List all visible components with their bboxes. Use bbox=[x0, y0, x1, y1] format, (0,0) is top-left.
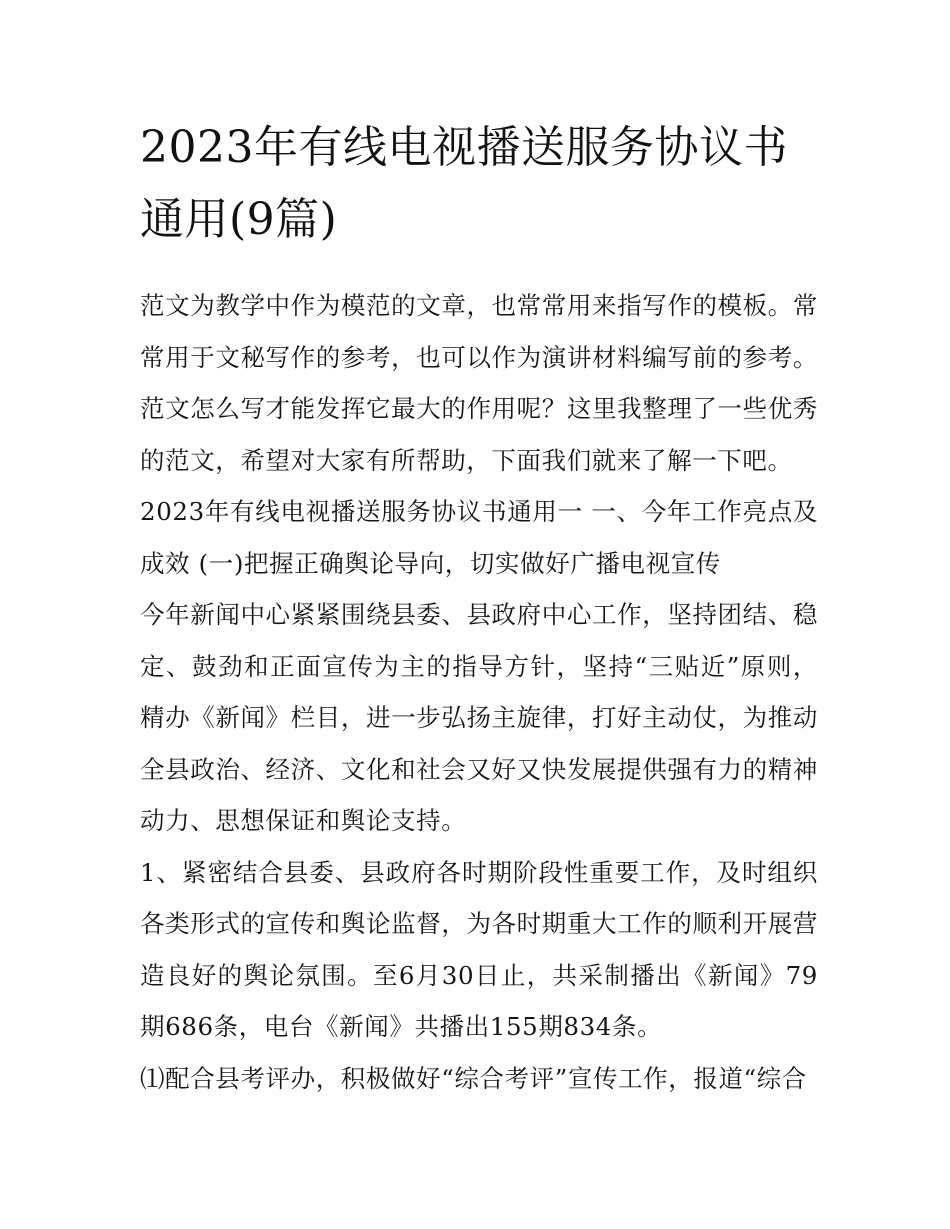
item-1-paragraph: 1、紧密结合县委、县政府各时期阶段性重要工作，及时组织各类形式的宣传和舆论监督，为各时期重大工作的顺利开展营造良好的舆论氛围。至6月30日止，共采制播出《新闻》79期686条，电台《新闻》共播出155期834条。 bbox=[140, 857, 818, 1041]
section-heading-paragraph: 2023年有线电视播送服务协议书通用一 一、今年工作亮点及成效 (一)把握正确舆论导向，切实做好广播电视宣传 bbox=[140, 497, 818, 578]
document-body bbox=[140, 280, 818, 1104]
news-center-paragraph: 今年新闻中心紧紧围绕县委、县政府中心工作，坚持团结、稳定、鼓劲和正面宣传为主的指导方针，坚持“三贴近”原则，精办《新闻》栏目，进一步弘扬主旋律，打好主动仗，为推动全县政治、经济、文化和社会又好又快发展提供强有力的精神动力、思想保证和舆论支持。 bbox=[140, 600, 818, 835]
document-title: 2023年有线电视播送服务协议书通用(9篇) bbox=[140, 122, 788, 245]
intro-paragraph: 范文为教学中作为模范的文章，也常常用来指写作的模板。常常用于文秘写作的参考，也可以作为演讲材料编写前的参考。范文怎么写才能发挥它最大的作用呢？这里我整理了一些优秀的范文，希望对大家有所帮助，下面我们就来了解一下吧。 bbox=[140, 291, 818, 475]
subitem-1-paragraph: ⑴配合县考评办，积极做好“综合考评”宣传工作，报道“综合 bbox=[140, 1063, 807, 1093]
